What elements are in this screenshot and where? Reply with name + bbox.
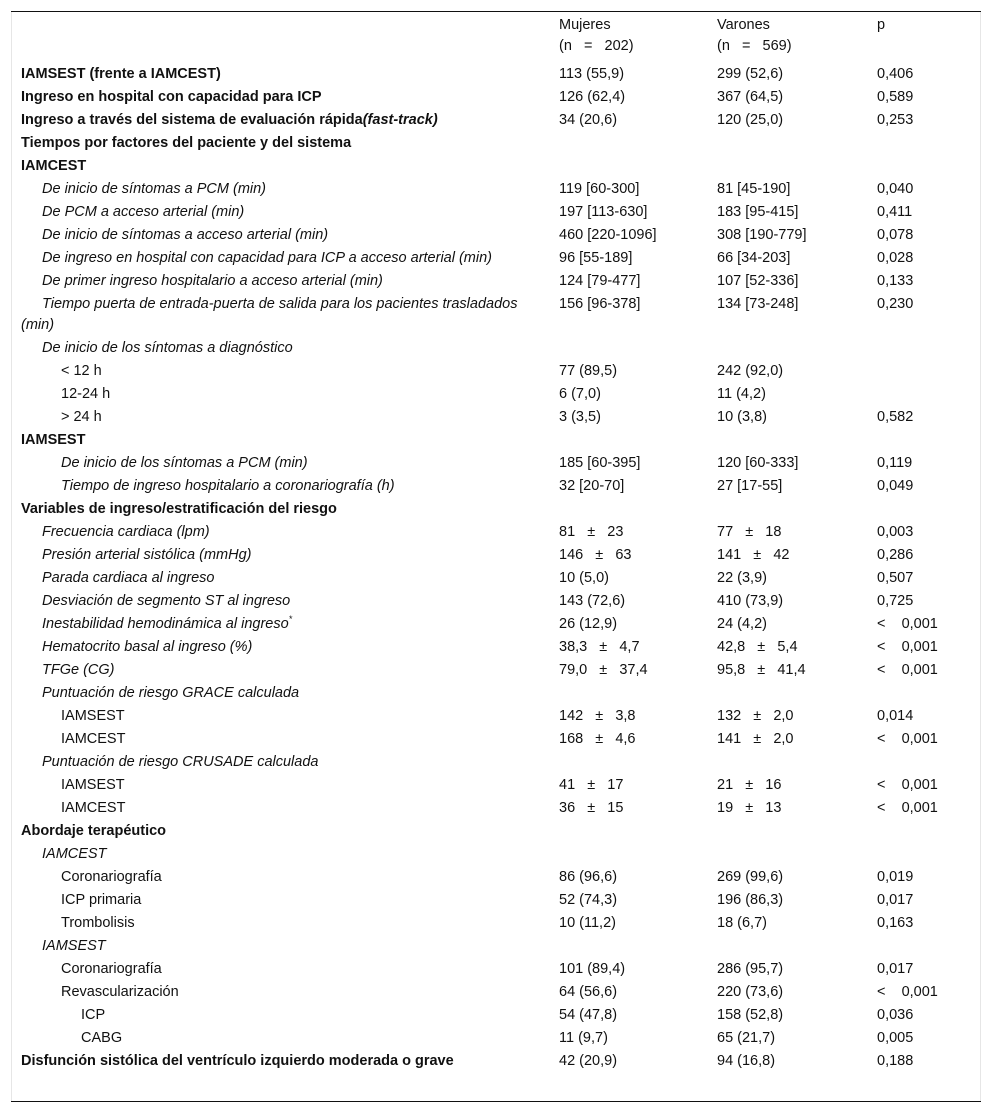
row-label-text: Puntuación de riesgo GRACE calculada	[42, 685, 300, 701]
row-label-text: Desviación de segmento ST al ingreso	[42, 593, 291, 609]
row-label-text: Puntuación de riesgo CRUSADE calculada	[42, 754, 319, 770]
women-value: 79,0 ± 37,4	[559, 662, 648, 678]
p-value: 0,188	[877, 1053, 914, 1069]
row-label	[12, 178, 549, 201]
row-label	[12, 889, 549, 912]
p-value	[867, 337, 980, 360]
row-label	[12, 109, 549, 132]
p-value: 0,589	[877, 89, 914, 105]
table-row	[12, 452, 980, 475]
row-label	[12, 360, 549, 383]
row-label	[12, 613, 549, 636]
row-label-text: Ingreso a través del sistema de evaluación rápida	[21, 112, 363, 128]
women-value	[549, 682, 707, 705]
p-value	[867, 132, 980, 155]
p-value: 0,028	[877, 250, 914, 266]
row-label	[12, 1027, 549, 1050]
table-row	[12, 201, 980, 224]
table-row	[12, 981, 980, 1004]
row-label-text: De PCM a acceso arterial (min)	[42, 204, 245, 220]
row-label-text: Inestabilidad hemodinámica al ingreso	[42, 616, 289, 632]
women-value: 143 (72,6)	[559, 593, 626, 609]
p-value	[867, 429, 980, 452]
row-label-text: Trombolisis	[61, 915, 135, 931]
row-label	[12, 452, 549, 475]
men-value: 94 (16,8)	[717, 1053, 776, 1069]
men-value: 65 (21,7)	[717, 1030, 776, 1046]
p-value: 0,019	[877, 869, 914, 885]
table-row	[12, 866, 980, 889]
table-row	[12, 475, 980, 498]
table-row	[12, 429, 980, 452]
women-value: 146 ± 63	[559, 547, 632, 563]
men-value: 22 (3,9)	[717, 570, 767, 586]
men-value	[707, 682, 867, 705]
row-label	[12, 728, 549, 751]
women-value: 197 [113-630]	[559, 204, 648, 220]
row-label-text: < 12 h	[61, 363, 102, 379]
women-value: 6 (7,0)	[559, 386, 601, 402]
p-value: 0,253	[877, 112, 914, 128]
women-value: 185 [60-395]	[559, 455, 641, 471]
women-value: 101 (89,4)	[559, 961, 626, 977]
row-label	[12, 155, 549, 178]
men-value	[707, 498, 867, 521]
men-value: 120 [60-333]	[717, 455, 799, 471]
row-label-text: IAMCEST	[42, 846, 107, 862]
table-row	[12, 613, 980, 636]
row-label-text: Tiempo puerta de entrada-puerta de salida para los pacientes trasladados (min)	[21, 296, 518, 333]
table-row	[12, 383, 980, 406]
row-label	[12, 935, 549, 958]
row-label-text: Tiempo de ingreso hospitalario a coronariografía (h)	[61, 478, 395, 494]
men-value	[707, 429, 867, 452]
table-row	[12, 224, 980, 247]
row-label-text: De inicio de síntomas a PCM (min)	[42, 181, 267, 197]
men-value: 132 ± 2,0	[717, 708, 794, 724]
women-value: 126 (62,4)	[559, 89, 626, 105]
row-label-text: Ingreso en hospital con capacidad para ICP	[21, 89, 322, 105]
row-label	[12, 406, 549, 429]
table-row	[12, 659, 980, 682]
row-label	[12, 659, 549, 682]
women-value	[549, 132, 707, 155]
men-value	[707, 155, 867, 178]
women-value: 142 ± 3,8	[559, 708, 636, 724]
men-value: 95,8 ± 41,4	[717, 662, 806, 678]
women-value: 81 ± 23	[559, 524, 624, 540]
p-value	[867, 682, 980, 705]
table-row	[12, 912, 980, 935]
row-label	[12, 912, 549, 935]
table-row	[12, 521, 980, 544]
women-value	[549, 751, 707, 774]
p-value: 0,119	[877, 455, 913, 471]
table-row	[12, 567, 980, 590]
table-row	[12, 682, 980, 705]
women-value: 168 ± 4,6	[559, 731, 636, 747]
p-value: 0,507	[877, 570, 914, 586]
row-label-text: 12-24 h	[61, 386, 111, 402]
men-value: 19 ± 13	[717, 800, 782, 816]
p-value: 0,017	[877, 961, 914, 977]
women-value: 54 (47,8)	[559, 1007, 618, 1023]
row-label-text: Revascularización	[61, 984, 179, 1000]
row-label-text: Parada cardiaca al ingreso	[42, 570, 215, 586]
row-label-text: Abordaje terapéutico	[21, 823, 167, 839]
p-value: < 0,001	[877, 616, 938, 632]
header-men	[707, 15, 867, 63]
table-row	[12, 247, 980, 270]
men-value: 21 ± 16	[717, 777, 782, 793]
women-value: 156 [96-378]	[559, 296, 641, 312]
table-row	[12, 935, 980, 958]
table-row	[12, 590, 980, 613]
women-value: 96 [55-189]	[559, 250, 633, 266]
table-row	[12, 270, 980, 293]
men-value	[707, 132, 867, 155]
header-label-cell	[12, 15, 549, 63]
women-value: 32 [20-70]	[559, 478, 625, 494]
header-p: p	[877, 17, 886, 33]
row-label-text: Hematocrito basal al ingreso (%)	[42, 639, 253, 655]
men-value: 120 (25,0)	[717, 112, 784, 128]
table-body	[12, 63, 980, 1073]
row-label-text: Disfunción sistólica del ventrículo izquierdo moderada o grave	[21, 1053, 454, 1069]
table-row	[12, 1027, 980, 1050]
women-value: 10 (11,2)	[559, 915, 616, 931]
header-row	[12, 15, 980, 63]
p-value: 0,014	[877, 708, 914, 724]
table-row	[12, 293, 980, 337]
men-value	[707, 337, 867, 360]
row-label	[12, 820, 549, 843]
women-value: 113 (55,9)	[559, 66, 625, 82]
men-value: 308 [190-779]	[717, 227, 807, 243]
men-value: 11 (4,2)	[717, 386, 766, 402]
row-label	[12, 843, 549, 866]
row-label	[12, 429, 549, 452]
p-value: 0,286	[877, 547, 914, 563]
table-row	[12, 1050, 980, 1073]
women-value	[549, 498, 707, 521]
row-label	[12, 797, 549, 820]
men-value: 81 [45-190]	[717, 181, 791, 197]
table-row	[12, 751, 980, 774]
women-value: 64 (56,6)	[559, 984, 618, 1000]
row-label	[12, 521, 549, 544]
women-value	[549, 935, 707, 958]
header-men-n: (n = 569)	[717, 38, 792, 54]
men-value: 77 ± 18	[717, 524, 782, 540]
table-row	[12, 797, 980, 820]
row-label	[12, 567, 549, 590]
men-value: 242 (92,0)	[717, 363, 784, 379]
p-value	[867, 155, 980, 178]
p-value: < 0,001	[877, 800, 938, 816]
p-value: 0,133	[877, 273, 914, 289]
row-label	[12, 63, 549, 86]
row-label-text: Coronariografía	[61, 961, 162, 977]
table-row	[12, 728, 980, 751]
women-value: 10 (5,0)	[559, 570, 609, 586]
men-value: 158 (52,8)	[717, 1007, 784, 1023]
row-label	[12, 981, 549, 1004]
men-value: 269 (99,6)	[717, 869, 784, 885]
row-label-text: CABG	[81, 1030, 123, 1046]
row-label	[12, 682, 549, 705]
table-row	[12, 1004, 980, 1027]
row-label-text: IAMCEST	[61, 731, 126, 747]
p-value: < 0,001	[877, 639, 938, 655]
row-label	[12, 247, 549, 270]
women-value	[549, 843, 707, 866]
p-value: 0,163	[877, 915, 914, 931]
row-label-text: De inicio de los síntomas a PCM (min)	[61, 455, 308, 471]
table-row	[12, 155, 980, 178]
p-value: 0,005	[877, 1030, 914, 1046]
row-label	[12, 337, 549, 360]
row-label	[12, 1004, 549, 1027]
women-value: 42 (20,9)	[559, 1053, 618, 1069]
table-row	[12, 360, 980, 383]
women-value: 11 (9,7)	[559, 1030, 608, 1046]
row-label	[12, 958, 549, 981]
p-value	[867, 751, 980, 774]
row-label-text: Coronariografía	[61, 869, 162, 885]
women-value: 26 (12,9)	[559, 616, 618, 632]
p-value: < 0,001	[877, 662, 938, 678]
row-label	[12, 590, 549, 613]
row-label-text: > 24 h	[61, 409, 102, 425]
p-value: 0,078	[877, 227, 914, 243]
men-value: 24 (4,2)	[717, 616, 767, 632]
women-value	[549, 337, 707, 360]
row-label-text: ICP primaria	[61, 892, 142, 908]
p-value: 0,040	[877, 181, 914, 197]
men-value: 196 (86,3)	[717, 892, 784, 908]
row-label-text: De inicio de los síntomas a diagnóstico	[42, 340, 293, 356]
men-value: 10 (3,8)	[717, 409, 767, 425]
row-label	[12, 866, 549, 889]
p-value	[867, 360, 980, 383]
women-value	[549, 429, 707, 452]
row-label-suffix: (fast-track)	[362, 112, 438, 128]
women-value	[549, 820, 707, 843]
row-label-text: De primer ingreso hospitalario a acceso arterial (min)	[42, 273, 383, 289]
men-value: 367 (64,5)	[717, 89, 784, 105]
row-label-text: IAMCEST	[61, 800, 126, 816]
men-value: 107 [52-336]	[717, 273, 799, 289]
p-value: < 0,001	[877, 984, 938, 1000]
header-men-title: Varones	[717, 17, 770, 33]
row-label	[12, 293, 549, 337]
row-label-text: IAMSEST	[61, 777, 125, 793]
table-row	[12, 544, 980, 567]
row-label	[12, 224, 549, 247]
p-value: 0,725	[877, 593, 914, 609]
women-value: 38,3 ± 4,7	[559, 639, 640, 655]
women-value	[549, 155, 707, 178]
row-label	[12, 1050, 549, 1073]
row-label-text: Frecuencia cardiaca (lpm)	[42, 524, 210, 540]
row-label-text: Variables de ingreso/estratificación del riesgo	[21, 501, 337, 517]
men-value	[707, 820, 867, 843]
men-value: 134 [73-248]	[717, 296, 799, 312]
table-row	[12, 820, 980, 843]
table-row	[12, 86, 980, 109]
women-value: 86 (96,6)	[559, 869, 618, 885]
women-value: 52 (74,3)	[559, 892, 618, 908]
row-label-text: IAMSEST (frente a IAMCEST)	[21, 66, 221, 82]
row-label-text: IAMSEST	[61, 708, 125, 724]
results-table	[12, 15, 980, 1073]
men-value: 410 (73,9)	[717, 593, 784, 609]
footnote-marker: *	[288, 614, 293, 624]
row-label	[12, 498, 549, 521]
p-value: < 0,001	[877, 731, 938, 747]
row-label	[12, 201, 549, 224]
row-label	[12, 270, 549, 293]
table-row	[12, 889, 980, 912]
table-row	[12, 63, 980, 86]
row-label-text: TFGe (CG)	[42, 662, 115, 678]
men-value: 286 (95,7)	[717, 961, 784, 977]
men-value	[707, 935, 867, 958]
table-row	[12, 958, 980, 981]
table-row	[12, 337, 980, 360]
p-value	[867, 498, 980, 521]
row-label-text: Presión arterial sistólica (mmHg)	[42, 547, 252, 563]
women-value: 3 (3,5)	[559, 409, 601, 425]
women-value: 77 (89,5)	[559, 363, 618, 379]
row-label	[12, 705, 549, 728]
p-value	[867, 843, 980, 866]
women-value: 41 ± 17	[559, 777, 624, 793]
men-value: 66 [34-203]	[717, 250, 791, 266]
p-value	[867, 935, 980, 958]
men-value: 18 (6,7)	[717, 915, 767, 931]
women-value: 124 [79-477]	[559, 273, 641, 289]
row-label-text: IAMSEST	[42, 938, 106, 954]
p-value: 0,003	[877, 524, 914, 540]
men-value: 183 [95-415]	[717, 204, 799, 220]
row-label	[12, 475, 549, 498]
table-row	[12, 406, 980, 429]
row-label	[12, 774, 549, 797]
row-label-text: De inicio de síntomas a acceso arterial (min)	[42, 227, 329, 243]
header-women-n: (n = 202)	[559, 38, 634, 54]
row-label	[12, 383, 549, 406]
header-women	[549, 15, 707, 63]
row-label-text: De ingreso en hospital con capacidad para ICP a acceso arterial (min)	[42, 250, 493, 266]
women-value: 34 (20,6)	[559, 112, 618, 128]
p-value	[867, 820, 980, 843]
women-value: 460 [220-1096]	[559, 227, 657, 243]
table-top-rule	[11, 11, 981, 12]
table-row	[12, 843, 980, 866]
table-row	[12, 636, 980, 659]
p-value: 0,230	[877, 296, 914, 312]
row-label-text: IAMCEST	[21, 158, 87, 174]
table-row	[12, 178, 980, 201]
row-label	[12, 132, 549, 155]
header-women-title: Mujeres	[559, 17, 611, 33]
table-row	[12, 109, 980, 132]
row-label	[12, 751, 549, 774]
men-value: 42,8 ± 5,4	[717, 639, 798, 655]
p-value	[867, 383, 980, 406]
row-label-text: IAMSEST	[21, 432, 86, 448]
table-row	[12, 498, 980, 521]
p-value: 0,406	[877, 66, 914, 82]
men-value: 27 [17-55]	[717, 478, 783, 494]
men-value: 141 ± 42	[717, 547, 790, 563]
row-label-text: ICP	[81, 1007, 106, 1023]
p-value: 0,582	[877, 409, 914, 425]
row-label-text: Tiempos por factores del paciente y del sistema	[21, 135, 352, 151]
p-value: 0,049	[877, 478, 914, 494]
women-value: 119 [60-300]	[559, 181, 640, 197]
p-value: 0,017	[877, 892, 914, 908]
men-value: 141 ± 2,0	[717, 731, 794, 747]
table-row	[12, 705, 980, 728]
men-value	[707, 751, 867, 774]
p-value: 0,036	[877, 1007, 914, 1023]
row-label	[12, 544, 549, 567]
p-value: < 0,001	[877, 777, 938, 793]
men-value: 299 (52,6)	[717, 66, 784, 82]
row-label	[12, 636, 549, 659]
row-label	[12, 86, 549, 109]
table-row	[12, 774, 980, 797]
men-value: 220 (73,6)	[717, 984, 784, 1000]
men-value	[707, 843, 867, 866]
table-row	[12, 132, 980, 155]
table-bottom-rule	[11, 1101, 981, 1102]
women-value: 36 ± 15	[559, 800, 624, 816]
p-value: 0,411	[877, 204, 913, 220]
